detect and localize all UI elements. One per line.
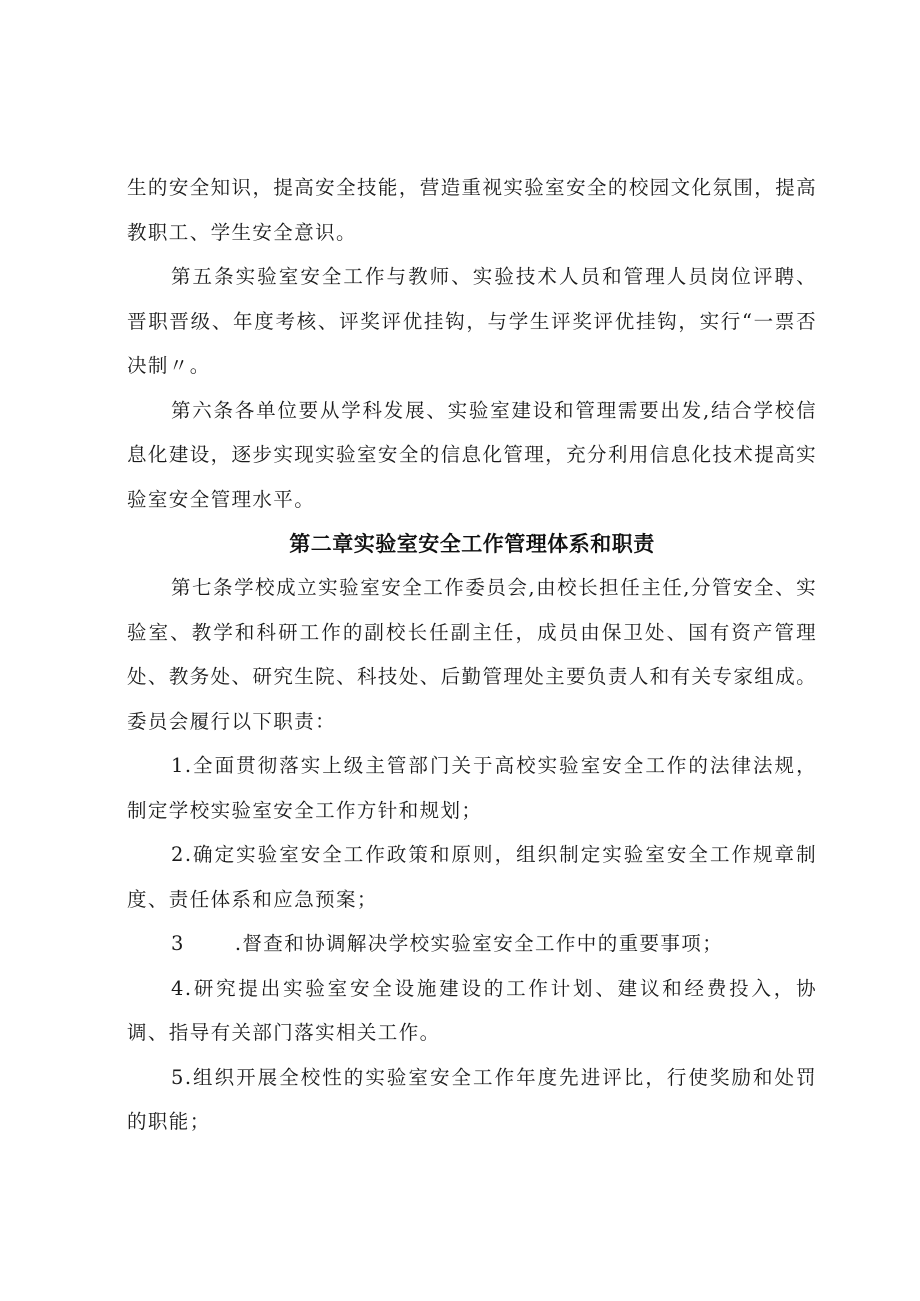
list-item-number: 2 xyxy=(171,843,185,866)
list-item-text: .确定实验室安全工作政策和原则，组织制定实验室安全工作规章制度、责任体系和应急预案； xyxy=(127,843,817,911)
document-body xyxy=(127,166,817,1145)
list-item xyxy=(127,922,817,967)
list-item-number: 1 xyxy=(171,754,185,777)
list-item-text: .组织开展全校性的实验室安全工作年度先进评比，行使奖励和处罚的职能； xyxy=(127,1065,817,1133)
list-item-text: .督查和协调解决学校实验室安全工作中的重要事项； xyxy=(234,932,724,955)
list-item-text: .研究提出实验室安全设施建设的工作计划、建议和经费投入，协调、指导有关部门落实相关工作。 xyxy=(127,976,817,1044)
list-item-number: 5 xyxy=(171,1065,185,1089)
list-item xyxy=(127,1056,817,1145)
paragraph-continued: 生的安全知识，提高安全技能，营造重视实验室安全的校园文化氛围，提高教职工、学生安全意识。 xyxy=(127,176,817,244)
list-item-number: 3 xyxy=(171,932,185,955)
article-6-paragraph: 第六条各单位要从学科发展、实验室建设和管理需要出发,结合学校信息化建设，逐步实现实验室安全的信息化管理，充分利用信息化技术提高实验室安全管理水平。 xyxy=(127,398,817,511)
list-item xyxy=(127,744,817,833)
article-7-paragraph: 第七条学校成立实验室安全工作委员会,由校长担任主任,分管安全、实验室、教学和科研工作的副校长任副主任，成员由保卫处、国有资产管理处、教务处、研究生院、科技处、后勤管理处主要负责人和有关专家组成。委员会履行以下职责： xyxy=(127,576,817,733)
list-item-number: 4 xyxy=(171,976,185,1000)
list-item xyxy=(127,967,817,1056)
chapter-heading: 第二章实验室安全工作管理体系和职责 xyxy=(289,532,655,556)
list-item-text: .全面贯彻落实上级主管部门关于高校实验室安全工作的法律法规，制定学校实验室安全工作方针和规划； xyxy=(127,754,817,822)
article-5-paragraph: 第五条实验室安全工作与教师、实验技术人员和管理人员岗位评聘、晋职晋级、年度考核、评奖评优挂钩，与学生评奖评优挂钩，实行“一票否决制〃。 xyxy=(127,265,817,377)
list-item xyxy=(127,833,817,922)
